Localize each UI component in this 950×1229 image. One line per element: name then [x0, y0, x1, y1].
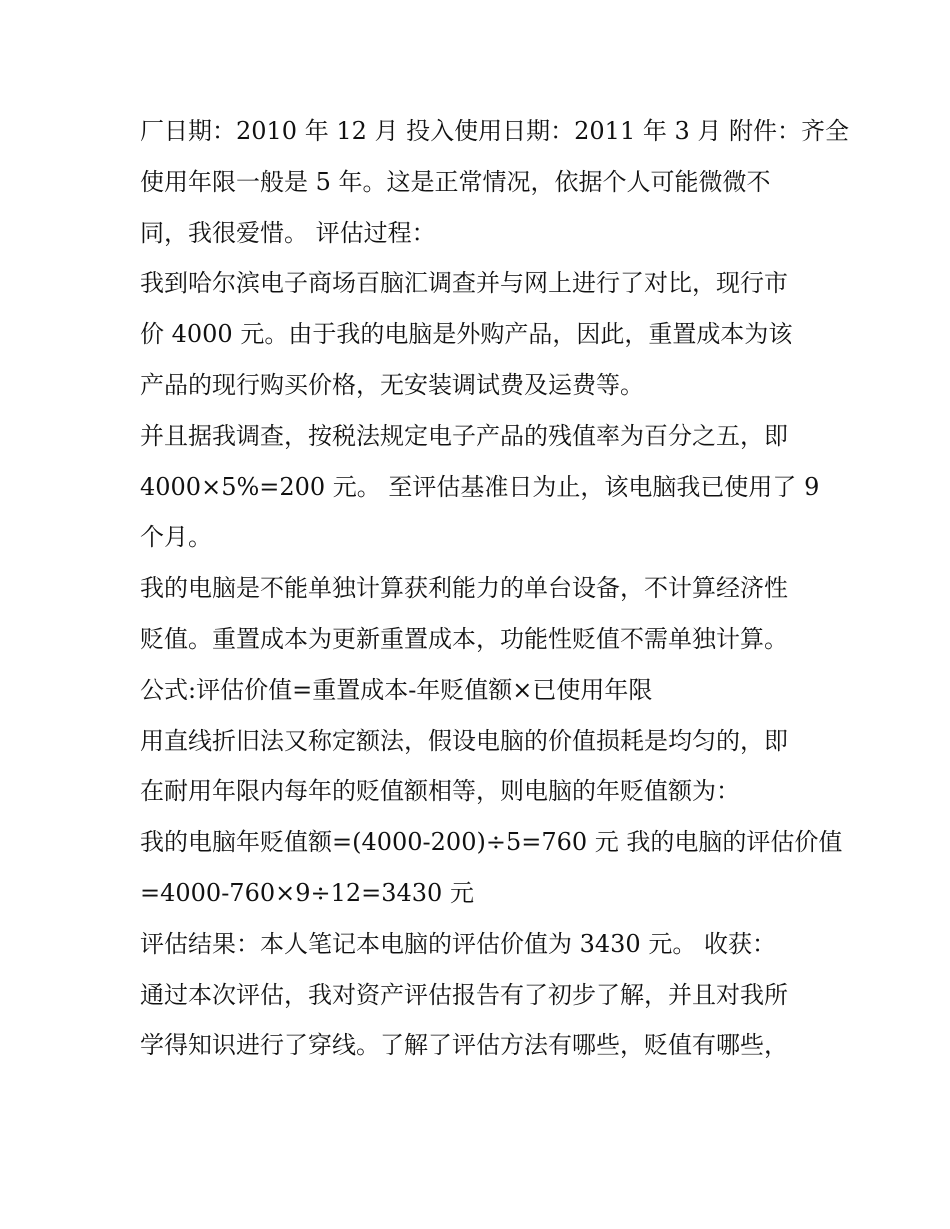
formula-line: 公式:评估价值=重置成本-年贬值额×已使用年限: [140, 675, 653, 704]
text-line: 在耐用年限内每年的贬值额相等，则电脑的年贬值额为：: [140, 777, 740, 806]
text-line: 4000×5%=200 元。 至评估基准日为止，该电脑我已使用了 9: [140, 472, 820, 501]
text-line: 价 4000 元。由于我的电脑是外购产品，因此，重置成本为该: [140, 320, 793, 349]
text-line: 并且据我调查，按税法规定电子产品的残值率为百分之五，即: [140, 421, 788, 450]
result-line: 评估结果：本人笔记本电脑的评估价值为 3430 元。 收获：: [140, 929, 776, 958]
text-line: 贬值。重置成本为更新重置成本，功能性贬值不需单独计算。: [140, 624, 788, 653]
text-line: 使用年限一般是 5 年。这是正常情况，依据个人可能微微不: [140, 167, 771, 196]
calculation-line: =4000-760×9÷12=3430 元: [140, 878, 474, 907]
text-line: 同，我很爱惜。 评估过程：: [140, 218, 436, 247]
document-body: [140, 106, 849, 1071]
text-line: 产品的现行购买价格，无安装调试费及运费等。: [140, 370, 644, 399]
text-line: 厂日期：2010 年 12 月 投入使用日期：2011 年 3 月 附件：齐全: [140, 117, 849, 145]
text-line: 个月。: [140, 523, 212, 552]
text-line: 我到哈尔滨电子商场百脑汇调查并与网上进行了对比，现行市: [140, 269, 788, 298]
text-line: 我的电脑是不能单独计算获利能力的单台设备，不计算经济性: [140, 574, 788, 603]
text-line: 通过本次评估，我对资产评估报告有了初步了解，并且对我所: [140, 980, 788, 1009]
calculation-line: 我的电脑年贬值额=(4000-200)÷5=760 元 我的电脑的评估价值: [140, 828, 843, 857]
text-line: 用直线折旧法又称定额法，假设电脑的价值损耗是均匀的，即: [140, 726, 788, 755]
text-line: 学得知识进行了穿线。了解了评估方法有哪些，贬值有哪些，: [140, 1031, 788, 1060]
